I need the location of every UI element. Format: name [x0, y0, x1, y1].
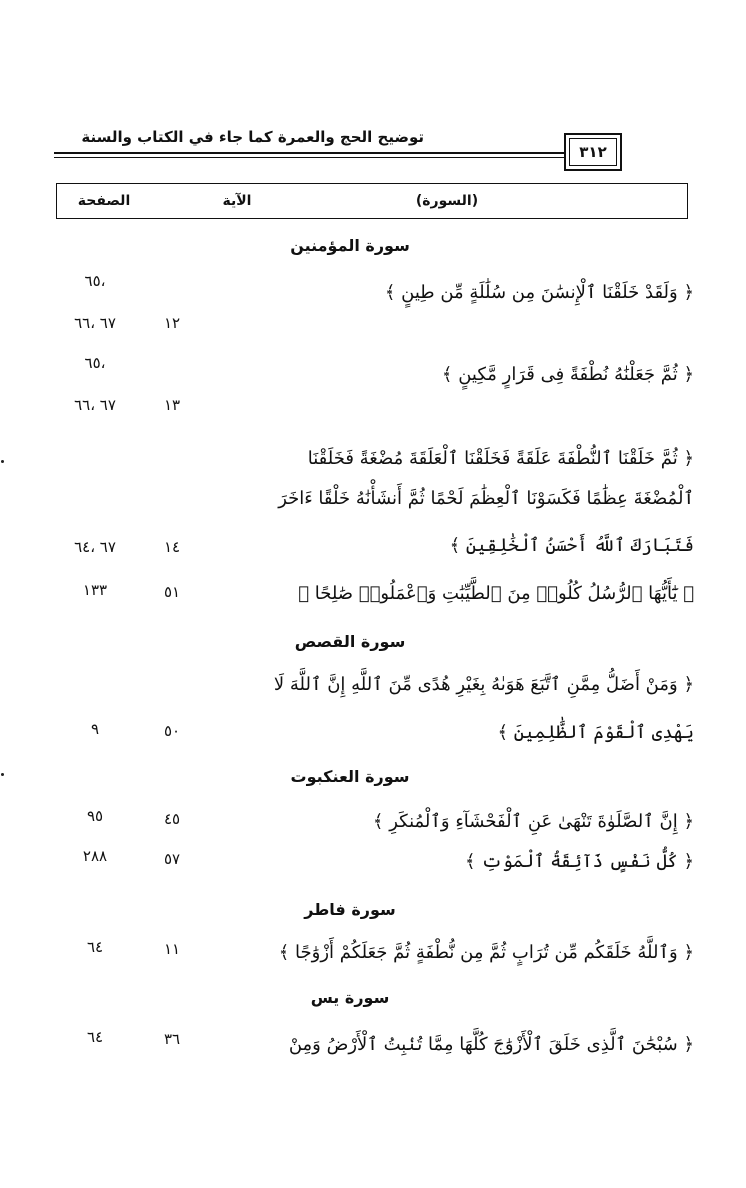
verse-number: ١٣	[163, 396, 181, 414]
verse-text: ﴿ ثُمَّ خَلَقْنَا ٱلنُّطْفَةَ عَلَقَةً فَخَلَقْنَا ٱلْعَلَقَةَ مُضْغَةً فَخَلَقْنَا	[307, 448, 694, 469]
verse-text: ﴿ إِنَّ ٱلصَّلَوٰةَ تَنْهَىٰ عَنِ ٱلْفَحْشَآءِ وَٱلْمُنكَرِ ﴾	[372, 811, 694, 832]
verse-number: ٣٦	[163, 1030, 181, 1048]
verse-number: ٥١	[163, 583, 181, 601]
page-ref: ٦٧ ،٦٦	[74, 314, 116, 332]
surah-heading: سورة المؤمنين	[290, 236, 410, 255]
verse-text: ﴿ وَلَقَدْ خَلَقْنَا ٱلْإِنسَٰنَ مِن سُلَٰلَةٍ مِّن طِينٍ ﴾	[384, 282, 694, 303]
verse-text: ﴿ يَٰٓأَيُّهَا ٱلرُّسُلُ كُلُوا۟ مِنَ ٱلطَّيِّبَٰتِ وَٱعْمَلُوا۟ صَٰلِحًا ﴾	[298, 583, 694, 604]
scan-speck	[1, 773, 4, 776]
verse-number: ٥٧	[163, 850, 181, 868]
page-ref: ،٦٥	[84, 354, 106, 372]
page-ref: ،٦٥	[84, 272, 106, 290]
verse-text: ﴿ وَٱللَّهُ خَلَقَكُم مِّن تُرَابٍ ثُمَّ مِن نُّطْفَةٍ ثُمَّ جَعَلَكُمْ أَزْوَٰجًا ﴾	[278, 942, 694, 963]
page-ref: ٦٤	[86, 1028, 104, 1046]
column-header-verse: الآية	[222, 193, 252, 209]
running-title: توضيح الحج والعمرة كما جاء في الكتاب والسنة	[81, 128, 424, 146]
verse-number: ١٤	[163, 538, 181, 556]
page-ref: ٩٥	[86, 807, 104, 825]
page-ref: ٩	[90, 720, 100, 738]
verse-number: ١١	[163, 940, 181, 958]
verse-text: يَهْدِى ٱلْقَوْمَ ٱلظَّٰلِمِينَ ﴾	[497, 722, 694, 743]
surah-heading: سورة يس	[310, 988, 390, 1007]
verse-text: ﴿ وَمَنْ أَضَلُّ مِمَّنِ ٱتَّبَعَ هَوَىٰهُ بِغَيْرِ هُدًى مِّنَ ٱللَّهِ إِنَّ ٱللَّهَ لَا	[273, 674, 694, 695]
verse-text: ﴿ ثُمَّ جَعَلْنَٰهُ نُطْفَةً فِى قَرَارٍ مَّكِينٍ ﴾	[441, 364, 694, 385]
verse-text: ﴿ كُلُّ نَفْسٍ ذَآئِقَةُ ٱلْمَوْتِ ﴾	[465, 851, 694, 872]
page-ref: ١٣٣	[82, 581, 108, 599]
verse-number: ١٢	[163, 314, 181, 332]
header-rule-thin	[54, 157, 564, 158]
verse-text: ﴿ سُبْحَٰنَ ٱلَّذِى خَلَقَ ٱلْأَزْوَٰجَ كُلَّهَا مِمَّا تُنۢبِتُ ٱلْأَرْضُ وَمِنْ	[288, 1034, 694, 1055]
column-header-page: الصفحة	[77, 193, 131, 209]
header-rule	[54, 152, 564, 154]
page-ref: ٦٤	[86, 938, 104, 956]
column-header-surah: (السورة)	[415, 193, 479, 209]
page-number: ٣١٢	[569, 138, 617, 166]
surah-heading: سورة القصص	[294, 632, 406, 651]
verse-text: ٱلْمُضْغَةَ عِظَٰمًا فَكَسَوْنَا ٱلْعِظَٰمَ لَحْمًا ثُمَّ أَنشَأْنَٰهُ خَلْقًا ءَاخَرَ	[278, 488, 694, 509]
page-ref: ٦٧ ،٦٤	[74, 538, 116, 556]
verse-text: فَتَبَارَكَ ٱللَّهُ أَحْسَنُ ٱلْخَٰلِقِينَ ﴾	[449, 535, 694, 556]
verse-number: ٤٥	[163, 810, 181, 828]
scan-speck	[1, 460, 4, 463]
page-ref: ٦٧ ،٦٦	[74, 396, 116, 414]
verse-number: ٥٠	[163, 722, 181, 740]
page-number-box	[564, 133, 622, 171]
page-ref: ٢٨٨	[82, 847, 108, 865]
surah-heading: سورة فاطر	[304, 900, 396, 919]
surah-heading: سورة العنكبوت	[290, 767, 410, 786]
index-table-header	[56, 183, 688, 219]
